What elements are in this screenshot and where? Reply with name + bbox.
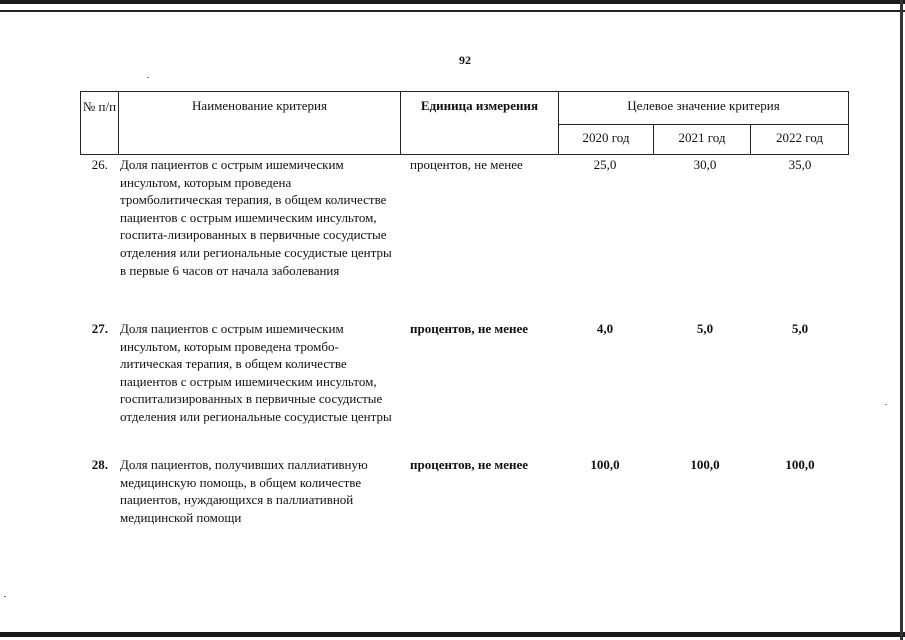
value-2020: 25,0 [593, 157, 617, 172]
value-2021: 100,0 [690, 457, 720, 472]
header-col-line [848, 91, 849, 155]
unit: процентов, не менее [410, 321, 529, 336]
header-target: Целевое значение критерия [627, 98, 780, 113]
value-2022: 5,0 [791, 321, 809, 336]
unit: процентов, не менее [410, 457, 529, 472]
row-number: 28. [91, 457, 108, 472]
header-num: № п/п [82, 99, 117, 114]
criterion-name: Доля пациентов, получивших паллиативную медицинскую помощь, в общем количестве пациентов, нуждающихся в паллиативной медицинской помощи [120, 457, 368, 525]
scan-border-top [0, 0, 905, 4]
value-2022: 100,0 [785, 457, 815, 472]
row-number: 27. [91, 321, 108, 336]
criterion-name: Доля пациентов с острым ишемическим инсультом, которым проведена тромболитическая терапия, в общем количестве пациентов с острым ишемическим инсультом, госпита-лизированных в первичные сосудистые отделения или региональные сосудистые центры в первые 6 часов от начала заболевания [120, 157, 392, 278]
header-unit: Единица измерения [420, 98, 539, 113]
unit: процентов, не менее [410, 157, 523, 172]
scan-speck [885, 404, 887, 405]
value-2022: 35,0 [788, 157, 812, 172]
scan-border-right [900, 0, 903, 640]
value-2021: 5,0 [696, 321, 714, 336]
scan-border-top-inner [0, 10, 905, 12]
value-2021: 30,0 [693, 157, 717, 172]
header-bottom-border [80, 154, 849, 155]
scan-speck [4, 596, 6, 597]
header-year-2021: 2021 год [678, 130, 726, 145]
criterion-name: Доля пациентов с острым ишемическим инсультом, которым проведена тромбо-литическая терапия, в общем количестве пациентов с острым ишемическим инсультом, госпитализированных в первичные сосудистые отделения или региональные сосудистые центры [120, 321, 392, 424]
row-number: 26. [91, 157, 108, 172]
scan-speck [147, 77, 149, 78]
value-2020: 100,0 [590, 457, 620, 472]
scan-border-bottom [0, 632, 905, 637]
header-name: Наименование критерия [192, 98, 327, 113]
header-year-2020: 2020 год [582, 130, 630, 145]
header-top-border [80, 91, 849, 92]
value-2020: 4,0 [596, 321, 614, 336]
header-mid-border [558, 124, 849, 125]
page-number: 92 [459, 53, 471, 67]
header-year-2022: 2022 год [776, 130, 823, 145]
